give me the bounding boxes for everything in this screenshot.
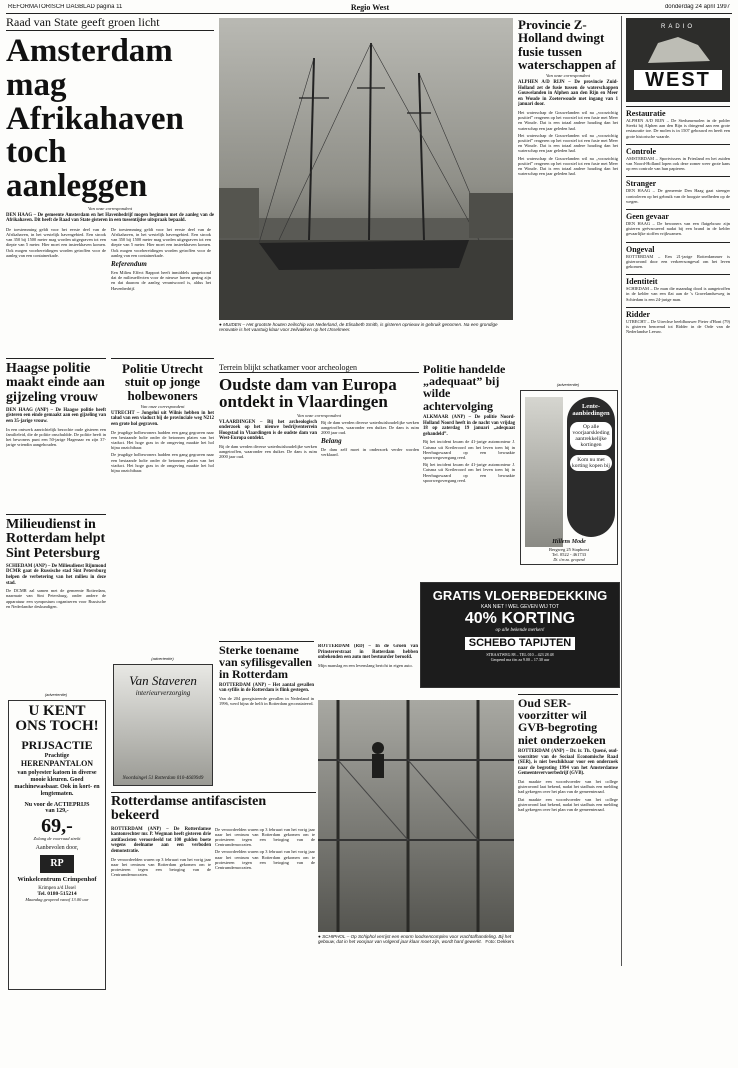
- mode-headline: Lente-aanbiedingen: [572, 403, 610, 417]
- mode-tel: Tel. 0522 - 461733: [551, 552, 587, 557]
- masthead-section: Regio West: [350, 3, 390, 12]
- brief-title: Stranger: [626, 176, 730, 188]
- brief-title: Controle: [626, 144, 730, 156]
- ad-left-line-3: HERENPANTALON: [20, 758, 94, 768]
- provincie-headline: Provincie Z-Holland dwingt fusie tussen waterschappen af: [518, 18, 616, 72]
- vanstaveren-sub: interieurverzorging: [135, 689, 191, 697]
- ad-left-line-4: van polyester katoen in diverse mooie kleuren. Goed machinewasbaar. Ook in kort- en lengtematen.: [14, 769, 100, 797]
- handelde-body: Bij het incident kwam de 41-jarige automonteur J. Catsma uit Kreileroord om het leven toen hij in Heerhugowaard op een bewaakte spoorwegovergang reed.: [423, 439, 515, 460]
- ad-left-price: 69,-: [41, 814, 73, 837]
- photo-schiphol: [318, 700, 514, 932]
- brief-text: UTRECHT – De Utrechse beeldhouwer Pieter d'Hont (79) is gisteren benoemd tot Ridder in de Orde van de Nederlandse Leeuw.: [626, 318, 730, 335]
- camera-bullet-icon: ●: [219, 322, 224, 327]
- mode-shop: Hillens Mode: [552, 539, 586, 545]
- oudste-body: Bij de dam werden diverse waterhuishoudelijke werken aangetroffen, waaronder een duiker. De dam is ruim 2000 jaar oud.: [219, 444, 317, 460]
- mode-model-photo: [525, 397, 563, 547]
- ad-left-hours: Maandag geopend vanaf 13.00 uur: [25, 896, 89, 902]
- radio-west-main: WEST: [634, 70, 722, 90]
- ser-body-cont: Dat maakte een woordvoerder van het college gisteravond laat bekend, nadat het stadhuis een melding had gekregen over het plan van de gemeenteraad.: [518, 796, 618, 812]
- provincie-byline: Van onze correspondent: [546, 73, 590, 78]
- schebo-address: STRAATWEG 88 – TEL 010 – 423 28 48: [486, 652, 554, 657]
- ser-intro: ROTTERDAM (ANP) – Dr. ir. Th. Quené, oud-voorzitter van de Sociaal Economische Raad (SER), is niet beschikbaar voor een onderzoek naar de begroting 1994 van het Amsterdamse Gemeentevervoerbedrijf (GVB).: [518, 748, 618, 777]
- label-advertentie-mid: (advertentie): [151, 656, 174, 661]
- brief-text: AMSTERDAM – Sportvissers in Friesland en het zuiden van Noord-Holland lopen ook deze zomer weer grote kans op een controle van hun papieren.: [626, 155, 730, 172]
- schebo-offer: 40% KORTING: [464, 610, 576, 627]
- article-sterke-toename: [219, 644, 314, 774]
- provincie-body-cont: Het waterschap de Gouwelanden wil na „voorzichtig positief” reageren op het voorstel tot een fusie met Meer en Woude. Dat is een totaal andere houding dan het waterschap een jaar geleden had.: [518, 132, 618, 154]
- handelde-body-cont: Bij het incident kwam de 41-jarige automonteur J. Catsma uit Kreileroord om het leven toen hij in Heerhugowaard op een bewaakte spoorwegovergang reed.: [423, 462, 515, 483]
- rule-sterke: [219, 641, 314, 642]
- camera-bullet-icon-2: ●: [318, 934, 323, 939]
- mode-line-0: Op alle voorjaarskleding aantrekkelijke kortingen: [570, 422, 612, 450]
- vanstaveren-name: Van Staveren: [129, 673, 197, 688]
- briefs-column: [626, 106, 730, 946]
- utrecht-body-cont: De jeugdige holbewoners hadden een gang gegraven naar een bestaande holte onder de betonnen platen van het viaduct. Het hoge gras in de omgeving maakte het hol bijna onzichtbaar.: [111, 452, 214, 473]
- masthead-date: donderdag 24 april 1997: [664, 4, 730, 10]
- haagse-intro: DEN HAAG (ANP) – De Haagse politie heeft gisteren een einde gemaakt aan een gijzeling van een 35-jarige vrouw.: [6, 407, 106, 424]
- rotterdam-kort-intro: ROTTERDAM (RD) – In de Groen van Prinstererstraat in Rotterdam hebben onbekenden een auto met bestuurder beroofd.: [318, 644, 418, 661]
- utrecht-headline: Politie Utrecht stuit op jonge holbewoners: [122, 362, 203, 403]
- brief-item: [626, 209, 730, 237]
- rule-ser: [518, 694, 618, 695]
- brief-item: [626, 176, 730, 204]
- rotterdam-kort-body: Mijn manslag en een levenslang bericht in eigen auto.: [318, 662, 413, 668]
- utrecht-intro: UTRECHT – Jongelui uit Wilnis hebben in het talud van een viaduct bij de provinciale weg N212 een grote hol gegraven.: [111, 410, 214, 427]
- lead-body2: Een Milieu Effect Rapport heeft inmiddels aangetoond dat de milieueffecten voor de nieuwe haven gering zijn en dat daarom de aanleg verantwoord is, aldus het Havenbedrijf.: [111, 269, 211, 291]
- antifa-intro: ROTTERDAM (ANP) – De Rotterdamse kantonrechter mr. P. Wegman heeft gisteren drie antifascisten veroordeeld tot 100 gulden boete wegens deelname aan een verboden demonstratie.: [111, 826, 211, 854]
- brief-title: Restauratie: [626, 106, 730, 118]
- sterke-headline: Sterke toename van syfilisgevallen in Rotterdam: [219, 644, 313, 682]
- brief-item: [626, 307, 730, 335]
- mode-address: Bergweg 25 Staphorst: [549, 547, 589, 552]
- brief-text: SCHIEDAM – De man die maandag dood is aangetroffen in de kelder van een flat aan de 's Gravelandseweg in Schiedam is een 24-jarige man.: [626, 286, 730, 302]
- ad-herenpantalon[interactable]: [8, 700, 106, 990]
- brief-item: [626, 144, 730, 172]
- antifa-body-cont: De veroordeelden waren op 3 februari van het vorig jaar naar het centrum van Rotterdam gekomen om te protesteren tegen een betoging van de Centrumdemocraten.: [215, 826, 315, 848]
- schebo-brand: SCHEBO TAPIJTEN: [465, 637, 575, 650]
- brief-text: DEN HAAG – De gemeente Den Haag gaat strenger controleren op het gebruik van de hoogste snelheden op de wegen.: [626, 188, 730, 204]
- lead-headline: Amsterdam mag Afrikahaven toch aanleggen: [6, 33, 184, 204]
- lead-subhead: Referendum: [111, 259, 147, 268]
- oudste-byline: Van onze correspondent: [297, 412, 341, 418]
- oudste-body-cont: Bij de dam werden diverse waterhuishoudelijke werken aangetroffen, waaronder een duiker. De dam is ruim 2000 jaar oud.: [321, 419, 419, 436]
- sterke-intro: ROTTERDAM (ANP) – Het aantal gevallen van syfilis in de Rotterdam is flink gestegen.: [219, 682, 314, 694]
- oudste-kicker: Terrein blijkt schatkamer voor archeologen: [219, 363, 419, 373]
- provincie-body: Het waterschap de Gouwelanden wil na „voorzichtig positief” reageren op het voorstel tot een fusie met Meer en Woude. Dat is een totaal andere houding dan het waterschap een jaar geleden had.: [518, 109, 618, 131]
- rule-right-col: [621, 16, 622, 966]
- ad-left-line-0: U KENT ONS TOCH!: [15, 703, 99, 735]
- radio-west-logo: [626, 18, 730, 102]
- oudste-intro: VLAARDINGEN – Bij het archeologisch onderzoek op het nieuwe bedrijventerrein Hoogstad in Vlaardingen is de oudste dam van West-Europa ontdekt.: [219, 419, 317, 442]
- ad-left-line-8: Zolang de voorraad strekt: [33, 836, 81, 842]
- schebo-note: op alle bekende merken!: [495, 628, 545, 633]
- article-provincie: [518, 18, 618, 363]
- sterke-body: Van de 204 geregistreerde gevallen in Nederland in 1996, werd bijna de helft in Rotterdam geconstateerd.: [219, 695, 314, 707]
- antifa-body: De veroordeelden waren op 3 februari van het vorig jaar naar het centrum van Rotterdam gekomen om te protesteren tegen een betoging van de Centrumdemocraten.: [111, 856, 211, 878]
- lead-story: [6, 16, 214, 356]
- mode-bubble: [567, 397, 615, 537]
- ad-left-line-9: Aanbevolen door,: [35, 845, 79, 852]
- ad-left-line-5: Nu voor de ACTIEPRIJS: [24, 801, 90, 808]
- photo-schiphol-caption: ● SCHIPHOL – Op Schiphol verrijst een enorm loodsencomplex voor vrachtafhandeling. Bij het gebouw, dat in het voorjaar van volgend jaar klaar moet zijn, wordt hard gewerkt. Foto: Dekkers: [318, 934, 514, 945]
- lead-intro: DEN HAAG – De gemeente Amsterdam en het Havenbedrijf mogen beginnen met de aanleg van de Afrikahaven. Dit heeft de Raad van State gisteren in een tussentijdse uitspraak bepaald.: [6, 212, 214, 224]
- ad-left-line-2: Prachtige: [44, 752, 70, 759]
- brief-item: [626, 274, 730, 302]
- oudste-subhead: Belang: [321, 437, 342, 446]
- utrecht-body: De jeugdige holbewoners hadden een gang gegraven naar een bestaande holte onder de betonnen platen van het viaduct. Het hoge gras in de omgeving maakte het hol bijna onzichtbaar.: [111, 429, 214, 451]
- article-antifascisten: [111, 795, 316, 975]
- antifa-body-cont2: De veroordeelden waren op 3 februari van het vorig jaar naar het centrum van Rotterdam gekomen om te protesteren tegen een betoging van de Centrumdemocraten.: [215, 849, 315, 870]
- photo-schiphol-credit: Foto: Dekkers: [485, 939, 514, 945]
- brief-item: [626, 106, 730, 139]
- rule-mid: [111, 358, 214, 359]
- mode-hours: Di. t/m za. geopend: [553, 557, 585, 562]
- brief-text: ROTTERDAM – Een 21-jarige Rotterdammer is gisteravond door een verkeersongeval om het leven gekomen.: [626, 253, 730, 270]
- brief-title: Ongeval: [626, 242, 730, 254]
- ad-van-staveren[interactable]: [113, 664, 213, 786]
- photo-main-caption: ● MUIDEN – Het grootste houten zeilschip van Nederland, de Elisabeth Smith, is gisteren opnieuw in gebruik genomen. Na een grondige renovatie is het vaartuig klaar voor zeilvakken op het IJsselmeer.: [219, 322, 498, 333]
- handelde-intro: ALKMAAR (ANP) – De politie Noord-Holland Noord heeft in de nacht van vrijdag 18 op zaterdag 19 januari „adequaat gehandeld”.: [423, 414, 515, 437]
- antifa-headline: Rotterdamse antifascisten bekeerd: [111, 795, 267, 824]
- rule-left: [6, 358, 106, 359]
- haagse-body: In een ontwerk aanrichtelijk bezochte oude gisteren een familieleid, die de politie onschuldde. De politie heeft in het bewoners punt een 50-jarige Hagenaar en zijn 37-jarige vriendin aangehouden.: [6, 426, 106, 448]
- ad-left-tel: Tel. 0180-515214: [37, 890, 77, 897]
- provincie-body-cont2: Het waterschap de Gouwelanden wil na „voorzichtig positief” reageren op het voorstel tot een fusie met Meer en Woude. Dat is een totaal andere houding dan het waterschap een jaar geleden had.: [518, 155, 618, 177]
- masthead-paper: REFORMATORISCH DAGBLAD pagina 11: [8, 4, 123, 10]
- handelde-headline: Politie handelde „adequaat” bij wilde achtervolging: [423, 363, 506, 413]
- ad-schebo-tapijten[interactable]: [420, 582, 620, 688]
- milieu-headline: Milieudienst in Rotterdam helpt Sint Petersburg: [6, 518, 106, 561]
- construction-illustration: [318, 700, 514, 932]
- vanstaveren-foot: Noordsingel 51 Rotterdam 010-4669949: [122, 776, 204, 781]
- lead-byline: Van onze correspondent: [88, 205, 132, 211]
- ser-headline: Oud SER-voorzitter wil GVB-begroting niet onderzoeken: [518, 697, 606, 747]
- article-oudste-dam: [219, 363, 419, 639]
- sailing-ship-illustration: [219, 18, 513, 320]
- ad-left-shop: Winkelcentrum Crimpenhof: [17, 876, 97, 884]
- ad-left-line-1: PRIJSACTIE: [21, 737, 93, 752]
- radio-west-top: RADIO: [660, 24, 695, 30]
- schebo-sub: KAN NIET ! WEL GEVEN WIJ TOT: [481, 604, 559, 610]
- article-milieudienst: [6, 518, 106, 690]
- brief-title: Identiteit: [626, 274, 730, 286]
- brief-text: DEN HAAG – De bewoners van een flatgebouw zijn gisteren geëvacueerd nadat bij een brand in de kelder gevaarlijke stoffen vrijkwamen.: [626, 221, 730, 237]
- article-politie-utrecht: [111, 362, 214, 632]
- article-haagse-politie: [6, 362, 106, 512]
- photo-sailing-ship: [219, 18, 513, 320]
- ad-left-logo-icon: RP: [40, 855, 74, 873]
- brief-item: [626, 242, 730, 270]
- oudste-headline: Oudste dam van Europa ontdekt in Vlaardingen: [219, 375, 397, 412]
- ad-hillens-mode[interactable]: [520, 390, 618, 565]
- ad-left-line-6: van 129,-: [45, 807, 69, 814]
- schebo-title: GRATIS VLOERBEDEKKING: [432, 588, 608, 603]
- label-advertentie-right: (advertentie): [556, 382, 580, 387]
- oudste-body2: De dam zelf moet in onderzoek verder worden verklaard.: [321, 447, 419, 458]
- milieu-intro: SCHIEDAM (ANP) – De Milieudienst Rijnmond DCMR gaat de Russische stad Sint Petersburg helpen de verbetering van het milieu in deze stad.: [6, 563, 106, 586]
- mode-line-1: Kom nu met korting kopen bij: [570, 455, 612, 471]
- masthead-rule: [6, 13, 732, 14]
- brief-title: Ridder: [626, 307, 730, 319]
- schebo-hours: Geopend ma t/m za 9.00 – 17.30 uur: [490, 657, 550, 662]
- lead-kicker: Raad van State geeft groen licht: [6, 16, 214, 31]
- brief-text: ALPHEN A/D RIJN – De Stedumrmolen in de polder Steekt bij Alphen aan den Rijn is dringend aan een grote restauratie toe. De molen is in 1507 gebouwd en heeft een grote historische waarde.: [626, 118, 730, 139]
- radio-west-map-icon: [638, 33, 718, 67]
- lead-body: De toestemming geldt voor het eerste deel van de Afrikahaven, in het westelijk havengebied. Een strook van 350 bij 1500 meter mag worden uitgegraven tot een diepte van 5 meter. Hier moet een insteekhaven komen. Ook mogen voorbereidingen worden getroffen voor de aanleg van een containerkade.: [6, 226, 106, 258]
- rule-left-2: [6, 514, 106, 515]
- ser-body: Dat maakte een woordvoerder van het college gisteravond laat bekend, nadat het stadhuis een melding had gekregen over het plan van de gemeenteraad.: [518, 778, 618, 795]
- provincie-intro: ALPHEN A/D RIJN – De provincie Zuid-Holland zet de fusie tussen de waterschappen Gouwelanden in Alphen aan den Rijn en Meer en Woude in Zoeterwoude met ingang van 1 januari door.: [518, 80, 618, 108]
- article-oud-ser: [518, 697, 618, 962]
- utrecht-byline: Van onze correspondent: [140, 403, 185, 409]
- brief-title: Geen gevaar: [626, 209, 730, 221]
- label-advertentie-left: (advertentie): [44, 692, 68, 697]
- rule-antifa: [111, 792, 316, 793]
- ad-left-address: Krimpen a/d IJssel: [38, 885, 76, 891]
- milieu-body: De DCMR zal samen met de gemeente Rotterdam, naarmate van Sint Petersburg, onder andere de apparatuur een symposium organiseren voor Russische en Nederlandse deskundigen.: [6, 588, 106, 609]
- haagse-headline: Haagse politie maakt einde aan gijzeling vrouw: [6, 362, 105, 405]
- lead-body-cont: De toestemming geldt voor het eerste deel van de Afrikahaven, in het westelijk havengebied. Een strook van 350 bij 1500 meter mag worden uitgegraven tot een diepte van 5 meter. Hier moet een insteekhaven komen. Ook mogen voorbereidingen worden getroffen voor de aanleg van een containerkade.: [111, 226, 211, 258]
